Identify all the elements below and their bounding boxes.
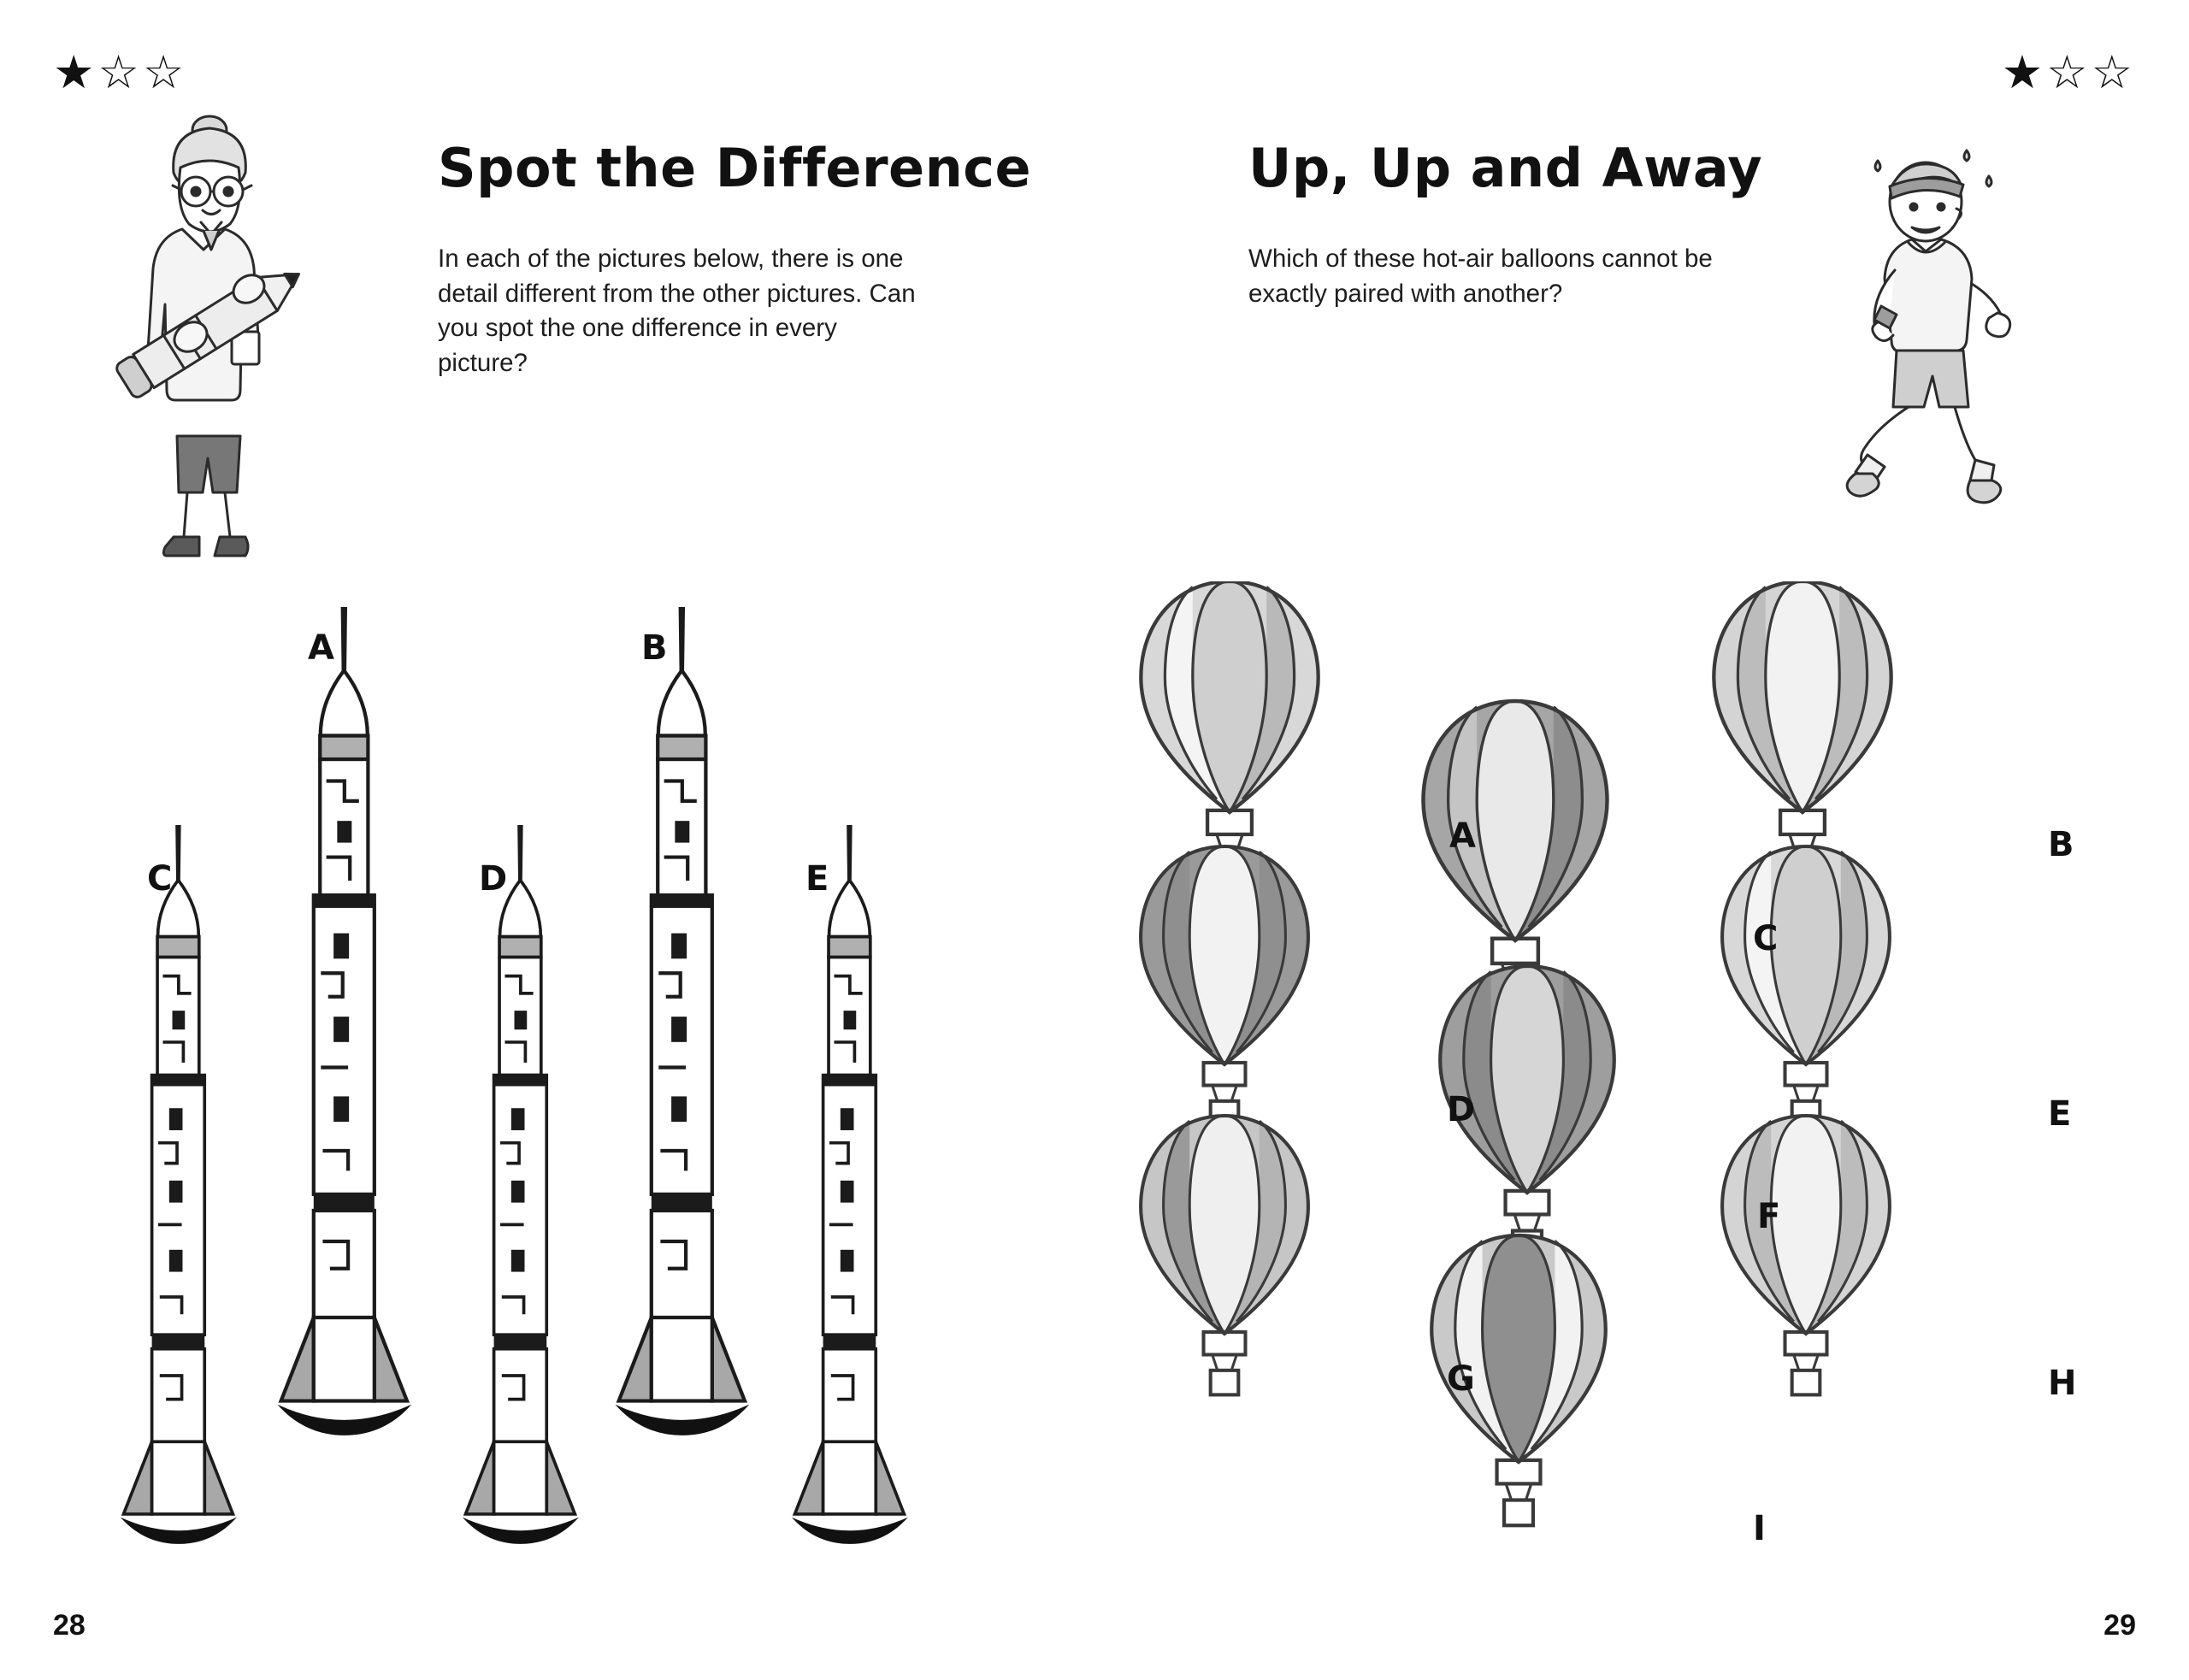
balloon-a bbox=[1141, 581, 1318, 877]
rocket-b bbox=[615, 607, 749, 1435]
balloon-group bbox=[1129, 581, 2163, 1607]
right-page bbox=[1094, 0, 2189, 1680]
star-filled-icon: ★ bbox=[2001, 47, 2047, 98]
star-empty-icon: ☆ bbox=[2046, 47, 2092, 98]
difficulty-rating-left bbox=[53, 47, 188, 98]
puzzle-instructions-left: In each of the pictures below, there is one detail different from the other pictures. Can you spot the one difference in every picture? bbox=[438, 245, 916, 378]
balloon-label-f: F bbox=[1757, 1197, 1781, 1236]
running-boy-illustration bbox=[1830, 137, 2112, 564]
rocket-c bbox=[121, 825, 237, 1544]
rocket-a bbox=[277, 607, 411, 1435]
rocket-d bbox=[463, 825, 579, 1544]
balloon-label-b: B bbox=[2048, 825, 2074, 864]
star-empty-icon: ☆ bbox=[2091, 47, 2136, 98]
balloon-label-a: A bbox=[1449, 816, 1476, 856]
page-number-right: 29 bbox=[2103, 1609, 2136, 1642]
balloon-label-h: H bbox=[2048, 1364, 2077, 1403]
page-title-left: Spot the Difference bbox=[438, 137, 1032, 199]
scientist-with-pencil-illustration bbox=[81, 111, 346, 573]
rocket-label-e: E bbox=[805, 859, 829, 899]
page-title-right: Up, Up and Away bbox=[1248, 137, 1763, 199]
balloon-e bbox=[1722, 846, 1890, 1125]
balloon-label-d: D bbox=[1447, 1090, 1476, 1129]
balloon-h bbox=[1722, 1116, 1890, 1394]
rocket-label-a: A bbox=[308, 628, 334, 668]
page-number-left: 28 bbox=[53, 1609, 86, 1642]
star-filled-icon: ★ bbox=[53, 47, 98, 98]
rocket-label-d: D bbox=[479, 859, 508, 899]
balloon-d bbox=[1141, 846, 1308, 1125]
balloon-b bbox=[1714, 581, 1891, 877]
balloon-label-c: C bbox=[1753, 919, 1779, 958]
rocket-label-b: B bbox=[641, 628, 668, 668]
rocket-group bbox=[103, 590, 1009, 1607]
star-empty-icon: ☆ bbox=[97, 47, 143, 98]
left-page bbox=[0, 0, 1094, 1680]
star-empty-icon: ☆ bbox=[142, 47, 188, 98]
balloon-label-g: G bbox=[1447, 1359, 1475, 1399]
rocket-label-c: C bbox=[147, 859, 173, 899]
rocket-e bbox=[792, 825, 908, 1544]
puzzle-instructions-right: Which of these hot-air balloons cannot be exactly paired with another? bbox=[1248, 245, 1713, 308]
balloon-label-e: E bbox=[2048, 1094, 2072, 1134]
difficulty-rating-right bbox=[2001, 47, 2136, 98]
balloon-g bbox=[1141, 1116, 1308, 1394]
balloon-label-i: I bbox=[1753, 1509, 1766, 1548]
